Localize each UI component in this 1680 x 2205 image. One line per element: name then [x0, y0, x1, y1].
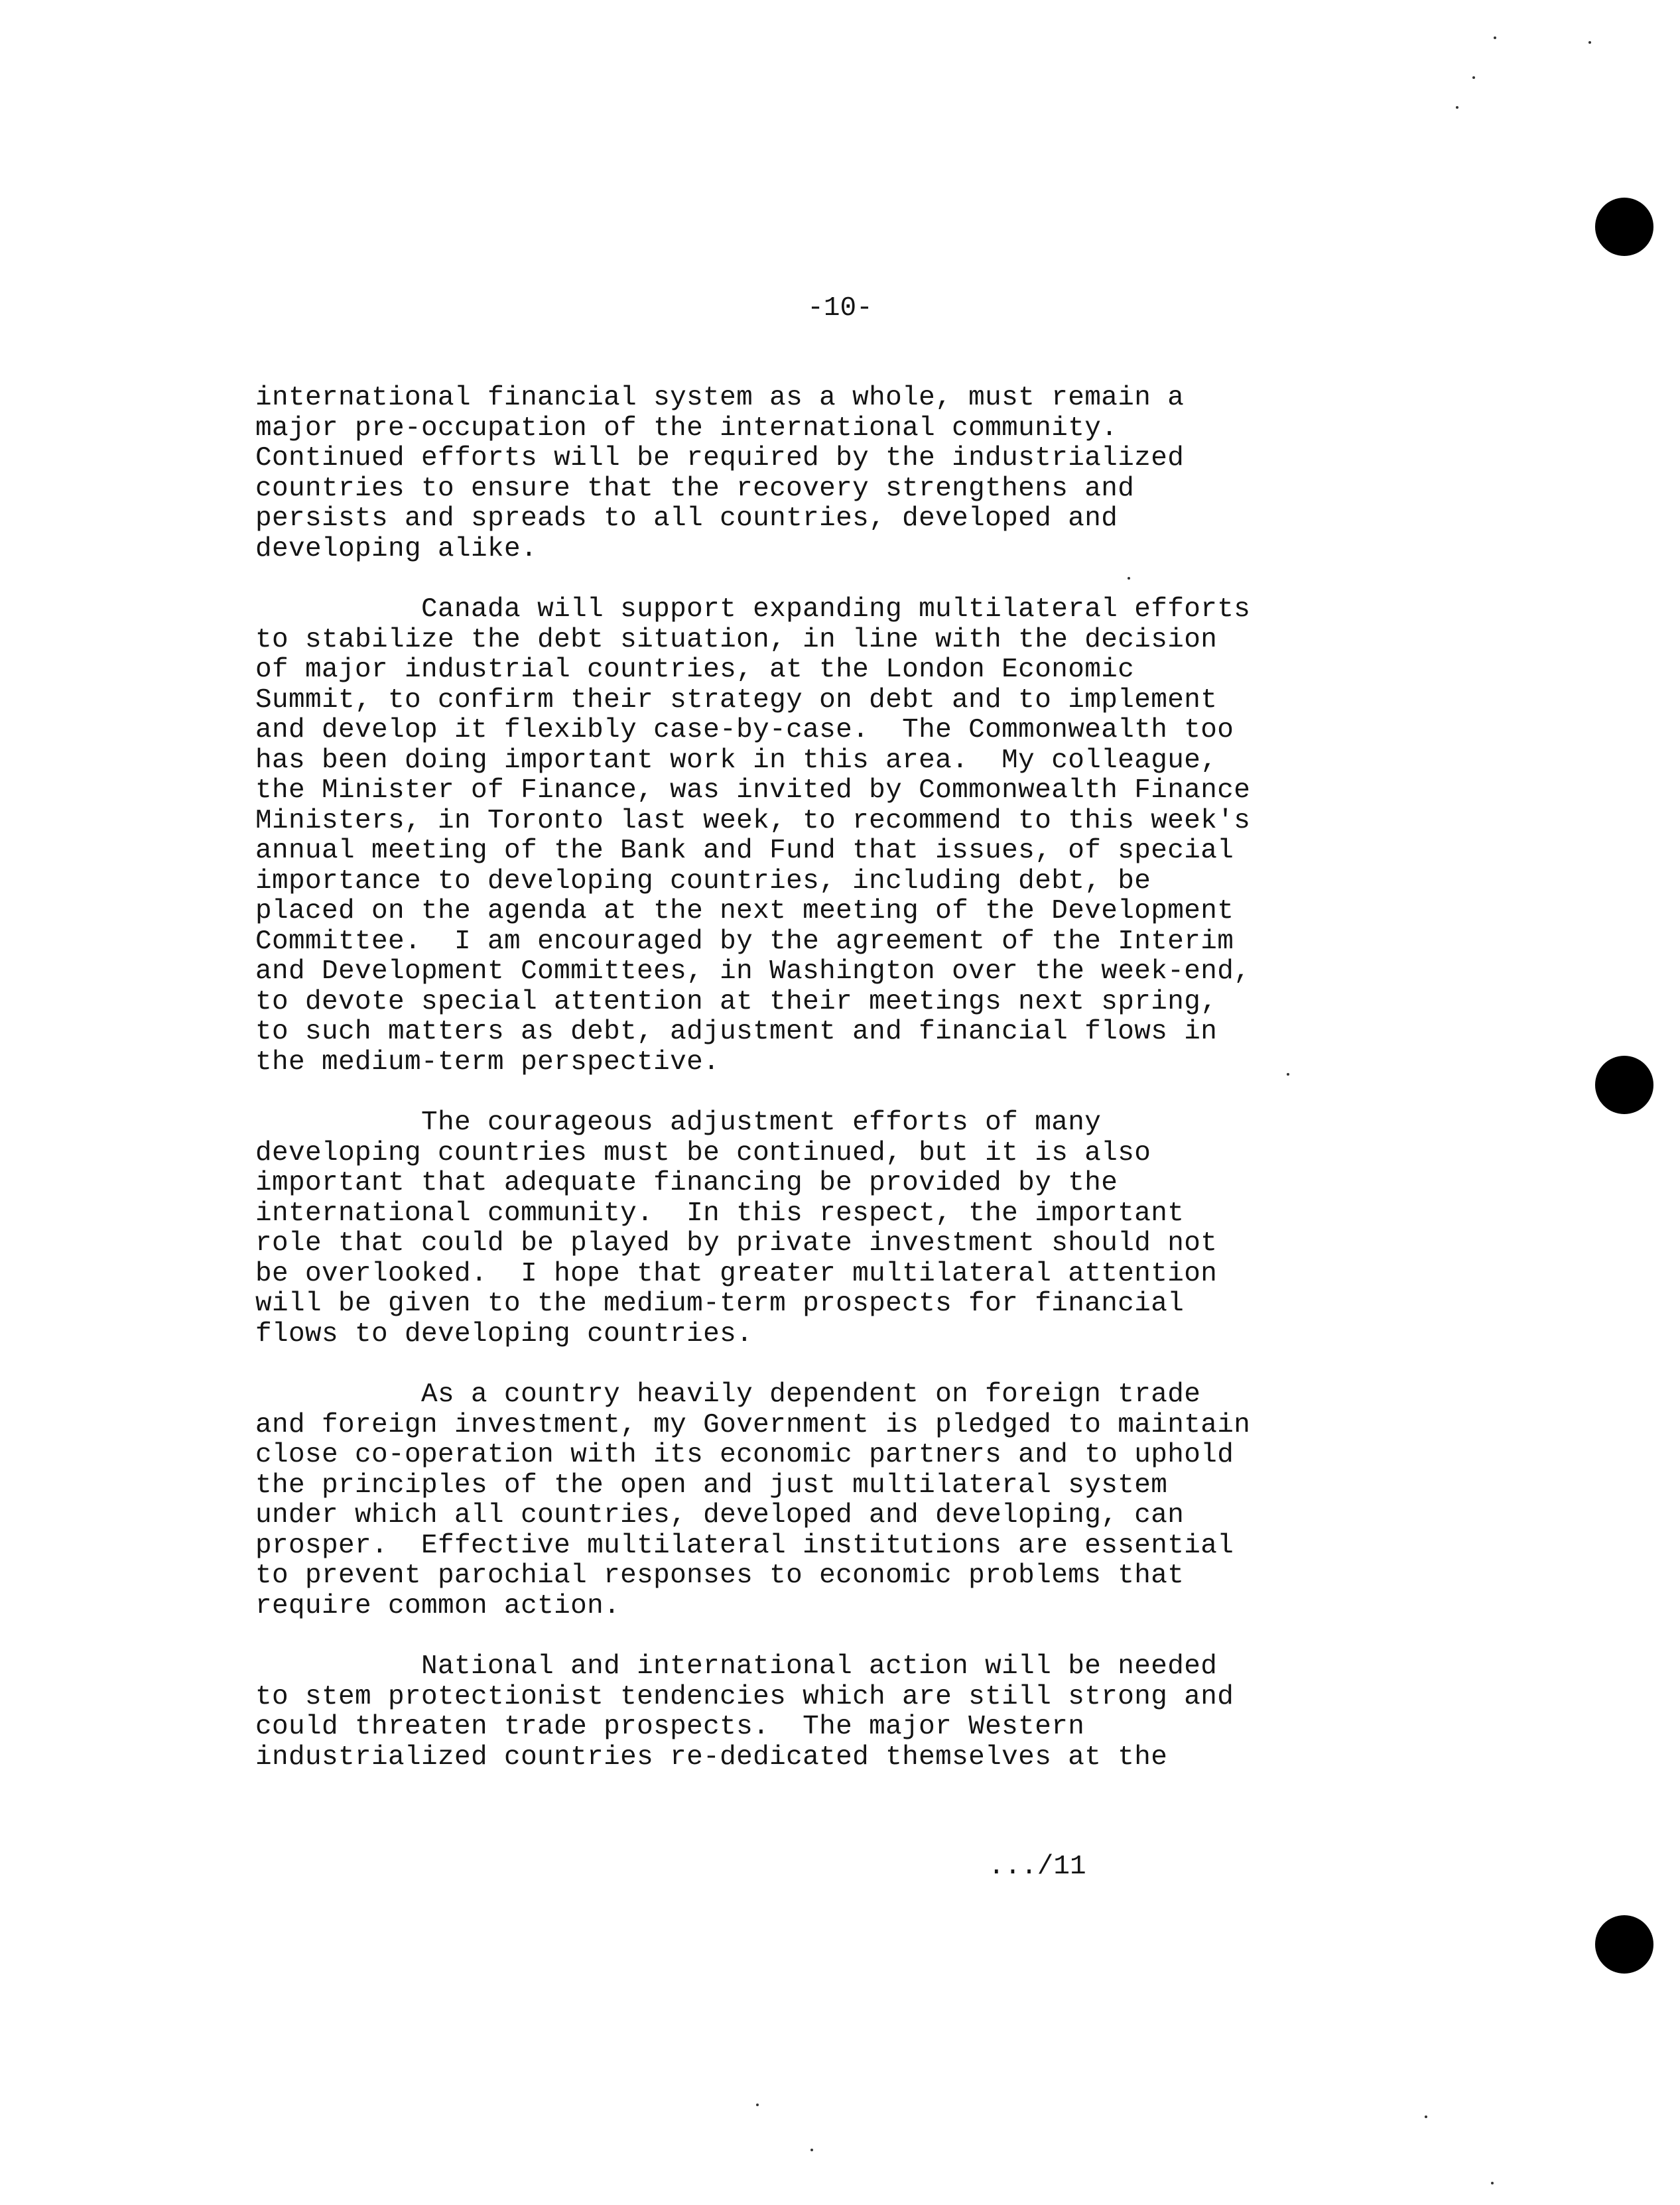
text-line: persists and spreads to all countries, developed and [255, 503, 1118, 534]
text-line: important that adequate financing be provided by the [255, 1168, 1118, 1198]
text-line: close co-operation with its economic partners and to uphold [255, 1440, 1234, 1470]
text-line: As a country heavily dependent on foreign trade [255, 1379, 1201, 1410]
text-line: of major industrial countries, at the London Economic [255, 655, 1135, 685]
text-line: international community. In this respect, the important [255, 1198, 1185, 1229]
text-line: developing alike. [255, 533, 538, 564]
text-line: Continued efforts will be required by the industrialized [255, 443, 1185, 473]
text-line: Canada will support expanding multilateral efforts [255, 594, 1251, 625]
scan-speck [1287, 1073, 1289, 1076]
text-line: to stem protectionist tendencies which are still strong and [255, 1681, 1234, 1712]
scan-speck [1494, 36, 1496, 39]
punch-hole-bottom [1595, 1915, 1653, 1974]
paragraph-4 [255, 1380, 1356, 1621]
continuation-marker: .../11 [988, 1852, 1086, 1882]
text-line: prosper. Effective multilateral institutions are essential [255, 1530, 1234, 1561]
text-line: the medium-term perspective. [255, 1046, 720, 1078]
text-line: placed on the agenda at the next meeting of the Development [255, 896, 1234, 926]
text-line: to prevent parochial responses to economic problems that [255, 1560, 1185, 1591]
scan-speck [1491, 2182, 1494, 2184]
text-line: importance to developing countries, including debt, be [255, 865, 1151, 897]
text-line: be overlooked. I hope that greater multilateral attention [255, 1258, 1218, 1289]
scan-speck [1472, 76, 1475, 79]
text-line: to such matters as debt, adjustment and financial flows in [255, 1017, 1218, 1047]
text-line: will be given to the medium-term prospects for financial [255, 1289, 1185, 1319]
text-line: require common action. [255, 1590, 621, 1621]
text-line: role that could be played by private investment should not [255, 1228, 1218, 1259]
scan-speck [756, 2104, 759, 2106]
paragraph-1 [255, 383, 1356, 564]
document-body [255, 383, 1356, 1803]
text-line: the principles of the open and just multilateral system [255, 1470, 1168, 1501]
paragraph-3 [255, 1108, 1356, 1350]
scan-speck [1128, 577, 1130, 580]
text-line: and foreign investment, my Government is pledged to maintain [255, 1409, 1251, 1440]
punch-hole-middle [1595, 1056, 1653, 1114]
paragraph-5 [255, 1652, 1356, 1773]
text-line: countries to ensure that the recovery strengthens and [255, 473, 1135, 504]
punch-hole-top [1595, 198, 1653, 256]
paragraph-2 [255, 595, 1356, 1078]
text-line: and Development Committees, in Washington over the week-end, [255, 956, 1251, 987]
text-line: Committee. I am encouraged by the agreement of the Interim [255, 926, 1234, 957]
text-line: major pre-occupation of the international community. [255, 412, 1118, 444]
text-line: annual meeting of the Bank and Fund that issues, of special [255, 836, 1234, 866]
text-line: National and international action will be needed [255, 1651, 1218, 1682]
scan-speck [1425, 2115, 1427, 2118]
text-line: could threaten trade prospects. The major Western [255, 1712, 1085, 1742]
text-line: and develop it flexibly case-by-case. The Commonwealth too [255, 715, 1234, 745]
text-line: The courageous adjustment efforts of many [255, 1107, 1102, 1138]
text-line: Summit, to confirm their strategy on debt and to implement [255, 684, 1218, 716]
text-line: the Minister of Finance, was invited by Commonwealth Finance [255, 775, 1251, 806]
text-line: has been doing important work in this area. My colleague, [255, 745, 1218, 776]
scan-speck [1456, 106, 1458, 109]
text-line: flows to developing countries. [255, 1318, 753, 1350]
scan-speck [810, 2149, 813, 2151]
text-line: under which all countries, developed and developing, can [255, 1500, 1185, 1531]
text-line: Ministers, in Toronto last week, to recommend to this week's [255, 805, 1251, 836]
scan-speck [1588, 41, 1591, 44]
text-line: to devote special attention at their meetings next spring, [255, 986, 1218, 1017]
text-line: developing countries must be continued, but it is also [255, 1137, 1151, 1168]
text-line: to stabilize the debt situation, in line with the decision [255, 624, 1218, 655]
text-line: international financial system as a whole, must remain a [255, 383, 1185, 413]
text-line: industrialized countries re-dedicated themselves at the [255, 1741, 1168, 1773]
page-number: -10- [807, 293, 873, 324]
